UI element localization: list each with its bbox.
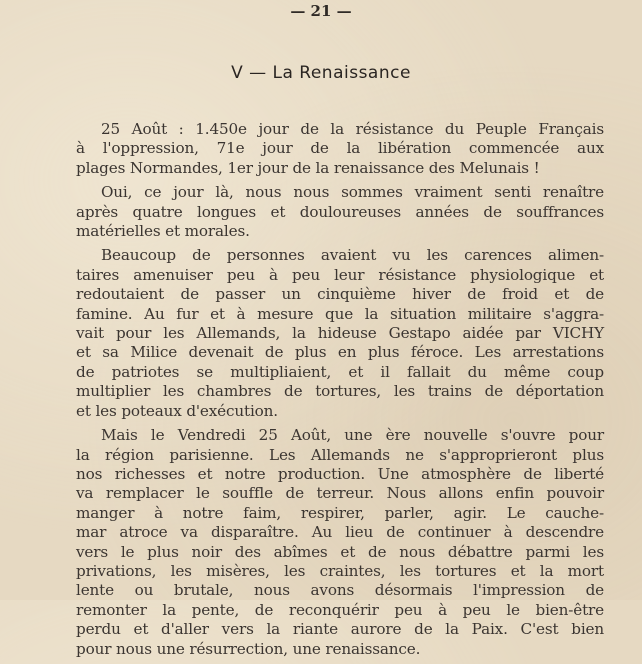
text-line: plages Normandes, 1er jour de la renaissance des Melunais ! [76, 158, 540, 177]
text-line: et les poteaux d'exécution. [76, 401, 278, 420]
text-line: taires amenuiser peu à peu leur résistance physiologique et [76, 265, 604, 284]
text-line: remonter la pente, de reconquérir peu à peu le bien-être [76, 600, 604, 619]
text-line: de patriotes se multipliaient, et il fallait du même coup [76, 362, 604, 381]
text-line: redoutaient de passer un cinquième hiver de froid et de [76, 285, 604, 304]
body-text [76, 120, 604, 664]
text-line: et sa Milice devenait de plus en plus féroce. Les arrestations [76, 343, 604, 362]
text-line: vait pour les Allemands, la hideuse Gestapo aidée par VICHY [76, 324, 604, 343]
paragraph [76, 120, 604, 178]
paragraph [76, 426, 604, 659]
text-line: après quatre longues et douloureuses années de souffrances [76, 202, 604, 221]
text-line: la région parisienne. Les Allemands ne s'approprieront plus [76, 445, 604, 464]
paragraph [76, 246, 604, 421]
text-line: vers le plus noir des abîmes et de nous débattre parmi les [76, 542, 604, 561]
text-line: lente ou brutale, nous avons désormais l'impression de [76, 581, 604, 600]
text-line: à l'oppression, 71e jour de la libération commencée aux [76, 139, 604, 158]
text-line: nos richesses et notre production. Une atmosphère de liberté [76, 464, 604, 483]
text-line: perdu et d'aller vers la riante aurore de la Paix. C'est bien [76, 620, 604, 639]
text-line: mar atroce va disparaître. Au lieu de continuer à descendre [76, 523, 604, 542]
page-number: — 21 — [290, 2, 352, 20]
text-line: matérielles et morales. [76, 222, 250, 241]
text-line: manger à notre faim, respirer, parler, agir. Le cauche- [76, 503, 604, 522]
text-line: multiplier les chambres de tortures, les trains de déportation [76, 382, 604, 401]
text-line: Mais le Vendredi 25 Août, une ère nouvelle s'ouvre pour [101, 426, 604, 445]
text-line: 25 Août : 1.450e jour de la résistance du Peuple Français [101, 120, 604, 138]
text-line: Beaucoup de personnes avaient vu les carences alimen- [101, 246, 604, 265]
text-line: pour nous une résurrection, une renaissance. [76, 639, 421, 658]
text-line: privations, les misères, les craintes, les tortures et la mort [76, 561, 604, 580]
text-line: Oui, ce jour là, nous nous sommes vraiment senti renaître [101, 183, 604, 202]
paragraph [76, 183, 604, 241]
text-line: famine. Au fur et à mesure que la situation militaire s'aggra- [76, 304, 604, 323]
text-line: va remplacer le souffle de terreur. Nous allons enfin pouvoir [76, 484, 604, 503]
chapter-title: V — La Renaissance [231, 63, 411, 83]
